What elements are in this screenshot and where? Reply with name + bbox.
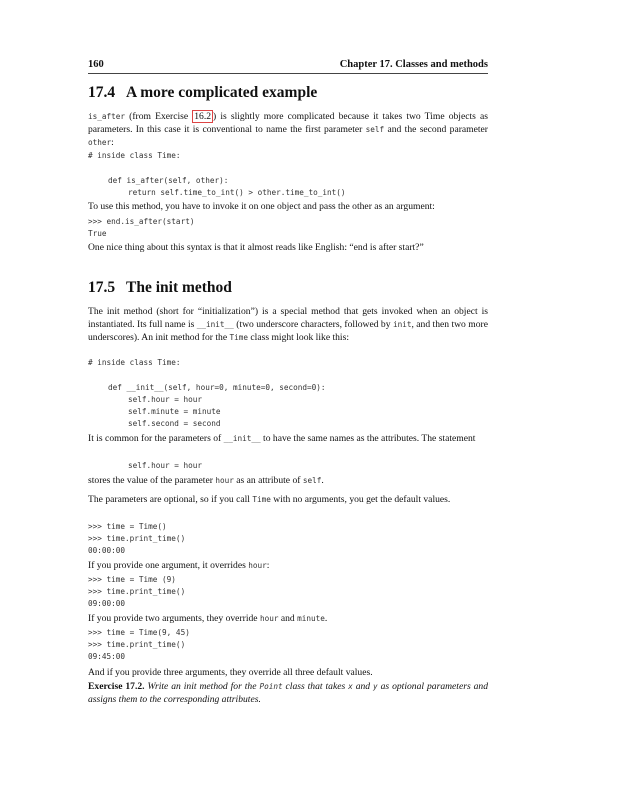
code-line: 09:00:00 [88, 599, 126, 608]
inline-code: hour [215, 476, 234, 485]
inline-code: minute [297, 614, 325, 623]
section-title: A more complicated example [126, 84, 318, 101]
code-line: def __init__(self, hour=0, minute=0, second=0): [108, 383, 326, 392]
inline-code: hour [259, 614, 279, 623]
inline-code: x [348, 682, 353, 691]
paragraph: stores the value of the parameter hour as an attribute of self. [88, 475, 324, 486]
inline-code: is_after [88, 112, 126, 121]
page-number: 160 [88, 59, 104, 70]
code-line: >>> time.print_time() [88, 640, 186, 649]
paragraph: To use this method, you have to invoke it on one object and pass the other as an argument: [88, 201, 435, 212]
code-line: True [88, 229, 107, 238]
inline-code: self [365, 125, 385, 134]
inline-code: y [373, 682, 378, 691]
paragraph: is_after (from Exercise 16.2 ) is slightly more complicated because it takes two Time objects as parameters. In this case it is conventional to name the first parameter self and the second parameter other: [88, 111, 488, 148]
code-line: >>> time = Time(9, 45) [88, 628, 190, 637]
paragraph: If you provide one argument, it overrides hour: [88, 560, 270, 571]
section-title: The init method [126, 279, 232, 296]
code-line: >>> time = Time() [88, 522, 167, 531]
inline-code: other [88, 138, 112, 147]
code-line: 09:45:00 [88, 652, 126, 661]
exercise-link[interactable]: 16.2 [194, 111, 212, 122]
paragraph: One nice thing about this syntax is that it almost reads like English: “end is after start?” [88, 242, 424, 253]
paragraph: If you provide two arguments, they override hour and minute. [88, 613, 328, 624]
code-line: 00:00:00 [88, 546, 126, 555]
paragraph: It is common for the parameters of __init__ to have the same names as the attributes. The statement [88, 433, 476, 444]
running-header [88, 59, 488, 74]
code-line: >>> end.is_after(start) [88, 217, 195, 226]
chapter-title: Chapter 17. Classes and methods [339, 59, 488, 70]
inline-code: init [392, 320, 412, 329]
code-line: # inside class Time: [88, 151, 181, 160]
section-heading-17-5 [88, 279, 232, 297]
exercise-label: Exercise 17.2. [88, 681, 145, 692]
inline-code: Time [252, 495, 271, 504]
code-line: self.minute = minute [128, 407, 221, 416]
section-heading-17-4 [88, 84, 317, 102]
code-line: # inside class Time: [88, 358, 181, 367]
code-line: self.hour = hour [128, 461, 203, 470]
inline-code: __init__ [196, 320, 234, 329]
code-line: self.hour = hour [128, 395, 203, 404]
inline-code: __init__ [223, 434, 261, 443]
inline-code: Point [259, 682, 283, 691]
code-line: self.second = second [128, 419, 221, 428]
code-line: return self.time_to_int() > other.time_to_int() [128, 188, 346, 197]
code-line: >>> time.print_time() [88, 534, 186, 543]
inline-code: self [302, 476, 322, 485]
section-number: 17.4 [88, 84, 116, 101]
paragraph: The init method (short for “initialization”) is a special method that gets invoked when an object is instantiated. Its full name is __init__ (two underscore characters, followed by init, and then two more underscores). An init method for the Time class might look like this: [88, 306, 488, 343]
inline-code: hour [248, 561, 267, 570]
paragraph: And if you provide three arguments, they override all three default values. [88, 667, 373, 678]
paragraph: The parameters are optional, so if you call Time with no arguments, you get the default values. [88, 494, 451, 505]
code-line: >>> time.print_time() [88, 587, 186, 596]
exercise-17-2: Exercise 17.2. Write an init method for the Point class that takes x and y as optional parameters and assigns them to the corresponding attributes. [88, 681, 489, 705]
code-line: >>> time = Time (9) [88, 575, 176, 584]
code-line: def is_after(self, other): [108, 176, 229, 185]
inline-code: Time [229, 333, 248, 342]
section-number: 17.5 [88, 279, 116, 296]
